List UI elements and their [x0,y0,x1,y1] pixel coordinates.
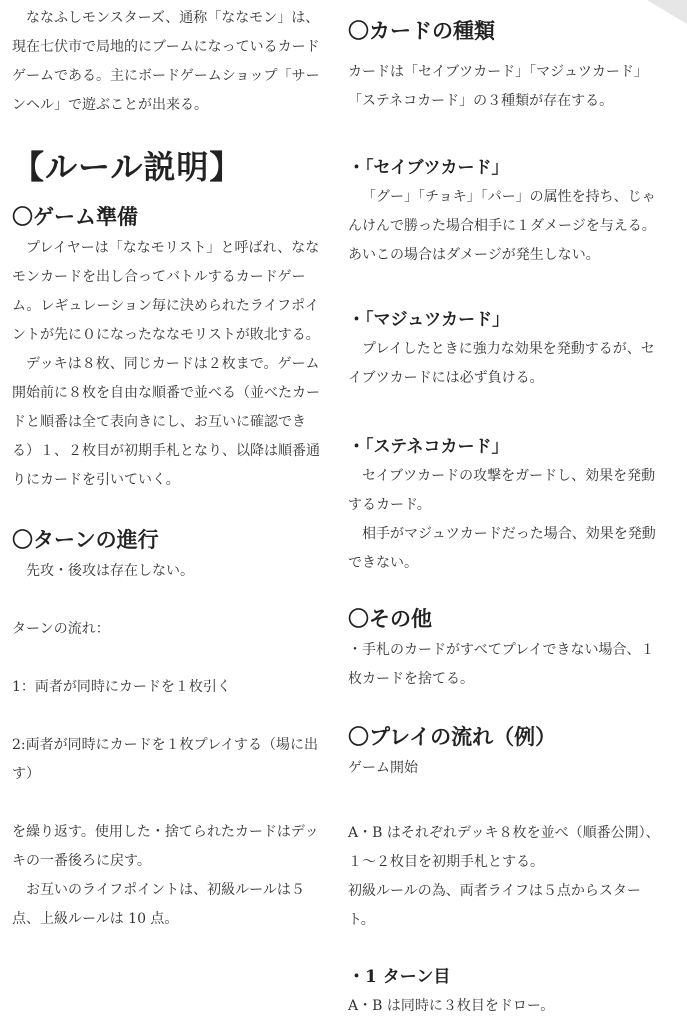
card-types-heading: 〇カードの種類 [348,18,495,43]
turn-1-paragraph: A・B は同時に３枚目をドロー。 [348,998,555,1014]
other-rules-heading: 〇その他 [348,606,432,631]
game-prep-paragraph-1: プレイヤーは「ななモリスト」と呼ばれ、ななモンカードを出し合ってバトルするカードゲーム。レギュレーション毎に決められたライフポイントが先に０になったななモリストが敗北する。 [12,240,320,343]
turn-flow-label: ターンの流れ： [12,621,110,637]
turn-repeat-text: を繰り返す。使用した・捨てられたカードはデッキの一番後ろに戻す。 [12,824,319,869]
play-flow-heading: 〇プレイの流れ（例） [348,724,557,749]
turn-step-2: 2:両者が同時にカードを１枚プレイする（場に出す） [12,737,318,782]
suteneko-card-paragraph-2: 相手がマジュツカードだった場合、効果を発動できない。 [348,526,656,571]
play-flow-paragraph-2: 初級ルールの為、両者ライフは５点からスタート。 [348,883,641,928]
suteneko-card-paragraph-1: セイブツカードの攻撃をガードし、効果を発動するカード。 [348,468,656,513]
turn-progress-heading: 〇ターンの進行 [12,527,159,552]
life-points-text: お互いのライフポイントは、初級ルールは５点、上級ルールは 10 点。 [12,882,305,927]
seibutsu-card-paragraph: 「グー」「チョキ」「パー」の属性を持ち、じゃんけんで勝った場合相手に１ダメージを与える。あいこの場合はダメージが発生しない。 [348,189,656,263]
majutsu-card-paragraph: プレイしたときに強力な効果を発動するが、セイブツカードには必ず負ける。 [348,341,655,386]
right-column [348,0,666,1021]
game-start-text: ゲーム開始 [348,760,418,776]
game-prep-heading: 〇ゲーム準備 [12,204,138,229]
left-column [12,0,324,934]
turn-1-heading: ・1 ターン目 [348,967,451,987]
game-prep-paragraph-2: デッキは８枚、同じカードは２枚まで。ゲーム開始前に８枚を自由な順番で並べる（並べたカードと順番は全て表向きにし、お互いに確認できる）１、２枚目が初期手札となり、以降は順番通りにカードを引いていく。 [12,356,320,488]
seibutsu-card-heading: ・「セイブツカード」 [348,158,509,178]
majutsu-card-heading: ・「マジュツカード」 [348,310,510,330]
play-flow-paragraph-1: A・B はそれぞれデッキ８枚を並べ（順番公開）、１～２枚目を初期手札とする。 [348,825,660,870]
turn-step-1: 1：両者が同時にカードを１枚引く [12,679,231,695]
card-types-paragraph: カードは「セイブツカード」「マジュツカード」「ステネコカード」の３種類が存在する。 [348,64,648,109]
other-rules-paragraph: ・手札のカードがすべてプレイできない場合、１枚カードを捨てる。 [348,642,655,687]
intro-paragraph: ななふしモンスターズ、通称「ななモン」は、現在七伏市で局地的にブームになっているカードゲームである。主にボードゲームショップ「サーンヘル」で遊ぶことが出来る。 [12,10,320,113]
rules-title: 【ルール説明】 [12,148,243,186]
turn-order-text: 先攻・後攻は存在しない。 [26,563,194,579]
suteneko-card-heading: ・「ステネコカード」 [348,437,509,457]
